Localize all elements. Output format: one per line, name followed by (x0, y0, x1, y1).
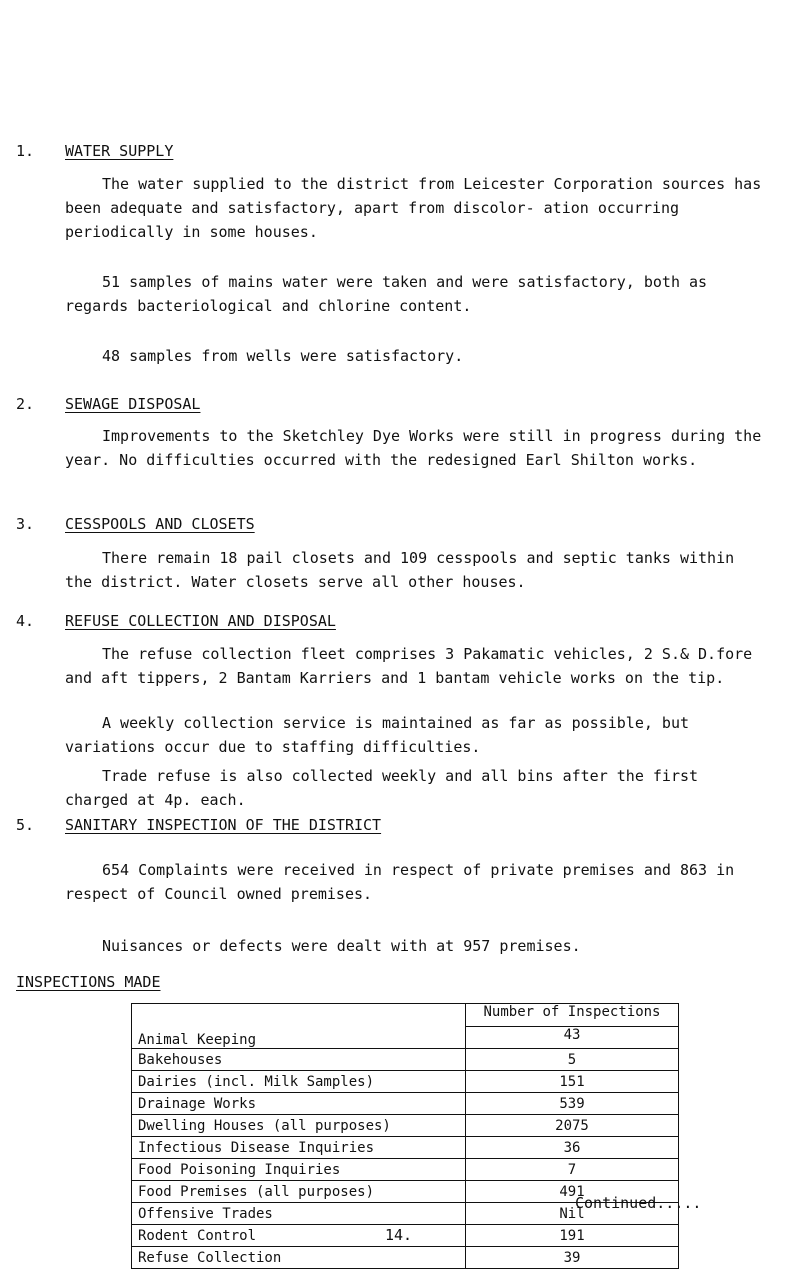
table-row-label: Food Poisoning Inquiries (132, 1159, 466, 1181)
table-cell-value: 2075 (466, 1115, 679, 1137)
table-cell-value: 36 (466, 1137, 679, 1159)
table-cell-value: Nil (466, 1203, 679, 1225)
table-cell-value: 43 (466, 1026, 679, 1049)
table-row (132, 1159, 679, 1181)
section-number: 2. (16, 395, 35, 413)
table-row (132, 1049, 679, 1071)
table-row-label: Offensive Trades (132, 1203, 466, 1225)
table-row (132, 1093, 679, 1115)
table-row-label: Bakehouses (132, 1049, 466, 1071)
table-row-label: Refuse Collection (132, 1247, 466, 1269)
table-row-label: Dairies (incl. Milk Samples) (132, 1071, 466, 1093)
table-cell-value: 191 (466, 1225, 679, 1247)
paragraph: 654 Complaints were received in respect of private premises and 863 in respect of Council owned premises. (65, 861, 735, 903)
paragraph: Nuisances or defects were dealt with at 957 premises. (102, 937, 581, 955)
paragraph: A weekly collection service is maintained as far as possible, but variations occur due to staffing difficulties. (65, 714, 689, 756)
inspections-heading: INSPECTIONS MADE (16, 973, 161, 991)
section-number: 3. (16, 515, 35, 533)
table-cell-value: 151 (466, 1071, 679, 1093)
section-number: 4. (16, 612, 35, 630)
page-number: 14. (385, 1226, 413, 1244)
continued-text-footer-visible: Continued..... (575, 1194, 702, 1212)
paragraph: Improvements to the Sketchley Dye Works were still in progress during the year. No difficulties occurred with the redesigned Earl Shilton works. (65, 427, 762, 469)
table-row-label: Rodent Control (132, 1225, 466, 1247)
paragraph: The refuse collection fleet comprises 3 Pakamatic vehicles, 2 S.& D.fore and aft tippers, 2 Bantam Karriers and 1 bantam vehicle works on the tip. (65, 645, 753, 687)
paragraph: Trade refuse is also collected weekly and all bins after the first charged at 4p. each. (65, 767, 699, 809)
table-cell-value: 539 (466, 1093, 679, 1115)
section-heading: REFUSE COLLECTION AND DISPOSAL (65, 612, 336, 630)
section-heading: SEWAGE DISPOSAL (65, 395, 201, 413)
column-header: Number of Inspections (466, 1004, 679, 1027)
table-row (132, 1115, 679, 1137)
table-row (132, 1137, 679, 1159)
section-heading: CESSPOOLS AND CLOSETS (65, 515, 255, 533)
table-row-label: Infectious Disease Inquiries (132, 1137, 466, 1159)
table-cell-value: 7 (466, 1159, 679, 1181)
paragraph: 48 samples from wells were satisfactory. (102, 347, 464, 365)
paragraph: 51 samples of mains water were taken and were satisfactory, both as regards bacteriological and chlorine content. (65, 273, 708, 315)
table-row-label: Animal Keeping (132, 1004, 466, 1049)
table-cell-value: 5 (466, 1049, 679, 1071)
table-row-label: Drainage Works (132, 1093, 466, 1115)
paragraph: The water supplied to the district from Leicester Corporation sources has been adequate and satisfactory, apart from discolor- ation occurring periodically in some houses. (65, 175, 762, 241)
section-heading: WATER SUPPLY (65, 142, 174, 160)
paragraph: There remain 18 pail closets and 109 cesspools and septic tanks within the district. Water closets serve all other houses. (65, 549, 735, 591)
table-cell-value: 491 (466, 1181, 679, 1203)
section-heading: SANITARY INSPECTION OF THE DISTRICT (65, 816, 382, 834)
table-row-label: Food Premises (all purposes) (132, 1181, 466, 1203)
table-row-label: Dwelling Houses (all purposes) (132, 1115, 466, 1137)
section-number: 1. (16, 142, 35, 160)
table-row (132, 1247, 679, 1269)
table-cell-value: 39 (466, 1247, 679, 1269)
table-row (132, 1071, 679, 1093)
section-number: 5. (16, 816, 35, 834)
